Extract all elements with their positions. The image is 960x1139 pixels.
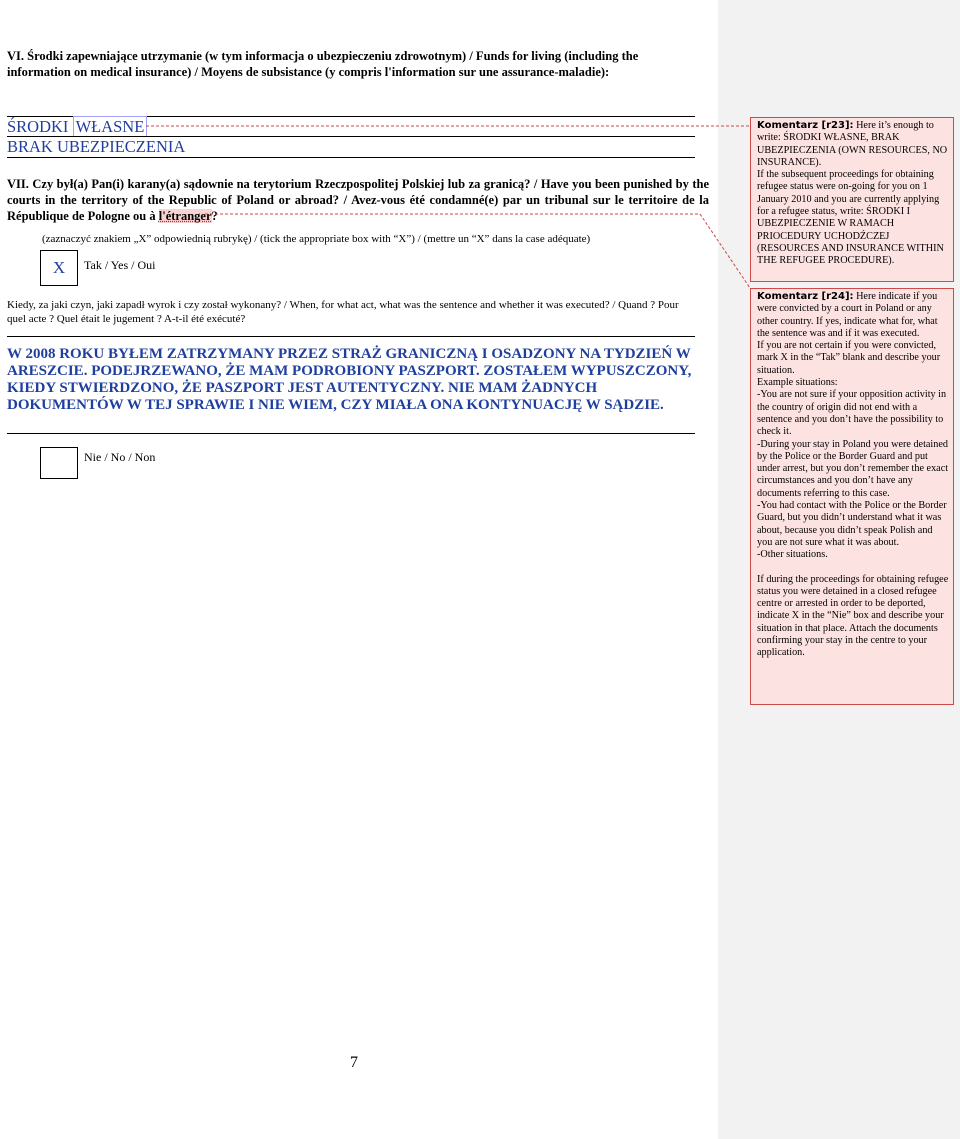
comment-r24[interactable] — [750, 288, 954, 705]
page-number: 7 — [350, 1054, 358, 1071]
no-label: Nie / No / Non — [84, 450, 156, 464]
comment-r24-text-5: -During your stay in Poland you were detained by the Police or the Border Guard and put under arrest, but you don’t remember the exact circumstances and you don’t have any documents referring to this case. — [757, 438, 949, 499]
section-6-heading: VI. Środki zapewniające utrzymanie (w tym informacja o ubezpieczeniu zdrowotnym) / Funds for living (including the information on medical insurance) / Moyens de subsistance (y compris l'information sur une assurance-maladie): — [7, 49, 639, 79]
comment-r24-ref: Komentarz [r24]: — [757, 291, 854, 302]
comment-r24-text-6: -You had contact with the Police or the Border Guard, but you didn’t understand what it was about, because you didn’t speak Polish and you are not sure what it was about. — [757, 500, 947, 548]
comment-r24-text-2: If you are not certain if you were convicted, mark X in the “Tak” blank and describe your situation. — [757, 340, 941, 376]
answer-word-srodki: ŚRODKI — [7, 117, 69, 136]
comment-r24-text-3: Example situations: — [757, 377, 838, 389]
question-text: VII. Czy był(a) Pan(i) karany(a) sądownie na terytorium Rzeczpospolitej Polskiej lub za granicą? / Have you been punished by the courts in the territory of the Republic of Poland or abroad? / Avez-vous été condamné(e) par un tribunal sur le territoire de la République de Pologne ou à — [7, 177, 709, 223]
comment-r24-text-7: -Other situations. — [757, 549, 828, 561]
comment-r24-connector — [205, 214, 750, 288]
comment-r24-text: Here indicate if you were convicted by a court in Poland or any other country. If yes, indicate what for, what the sentence was and if it was executed. — [757, 291, 938, 339]
question-mark: ? — [211, 209, 218, 223]
comment-r24-text-8: If during the proceedings for obtaining refugee status you were detained in a closed refugee centre or arrested in order to be deported, indicate X in the “Nie” box and describe your situation in that place. Attach the documents confirming your stay in the centre to your application. — [757, 573, 949, 659]
answer-word-wlasne-selected: WŁASNE — [73, 116, 148, 137]
tick-instruction: (zaznaczyć znakiem „X” odpowiednią rubrykę) / (tick the appropriate box with “X”) / (mettre un “X” dans la case adéquate) — [42, 233, 591, 245]
highlighted-word: l'étranger — [158, 209, 212, 223]
comment-r24-text-4: -You are not sure if your opposition activity in the country of origin did not end with a sentence and you don’t have the possibility to check it. — [757, 389, 947, 438]
yes-label: Tak / Yes / Oui — [84, 258, 156, 272]
comment-r23[interactable] — [750, 117, 954, 282]
section-6-answer-line-2[interactable]: BRAK UBEZPIECZENIA — [7, 137, 186, 156]
yes-checkbox[interactable]: X — [40, 250, 78, 286]
conviction-details-question: Kiedy, za jaki czyn, jaki zapadł wyrok i czy został wykonany? / When, for what act, what was the sentence and whether it was executed? / Quand ? Pour quel acte ? Quel était le jugement ? A-t-il été exécuté? — [7, 299, 679, 325]
comment-r23-ref: Komentarz [r23]: — [757, 120, 854, 131]
section-7-answer[interactable]: W 2008 ROKU BYŁEM ZATRZYMANY PRZEZ STRAŻ GRANICZNĄ I OSADZONY NA TYDZIEŃ W ARESZCIE. PODEJRZEWANO, ŻE MAM PODROBIONY PASZPORT. ZOSTAŁEM WYPUSZCZONY, KIEDY STWIERDZONO, ŻE PASZPORT JEST AUTENTYCZNY. NIE MAM ŻADNYCH DOKUMENTÓW W TEJ SPRAWIE I NIE WIEM, CZY MIAŁA ONA KONTYNUACJĘ W SĄDZIE. — [7, 346, 692, 413]
comment-r23-text-2: If the subsequent proceedings for obtaining refugee status were on-going for you on 1 January 2010 and you are currently applying for a refugee status, write: ŚRODKI I UBEZPIECZENIE W RAMACH PRIOCEDURY UCHODŹCZEJ (RESOURCES AND INSURANCE WITHIN THE REFUGEE PROCEDURE). — [757, 169, 944, 267]
comment-r23-text: Here it’s enough to write: ŚRODKI WŁASNE, BRAK UBEZPIECZENIA (OWN RESOURCES, NO INSURANCE). — [757, 120, 948, 168]
